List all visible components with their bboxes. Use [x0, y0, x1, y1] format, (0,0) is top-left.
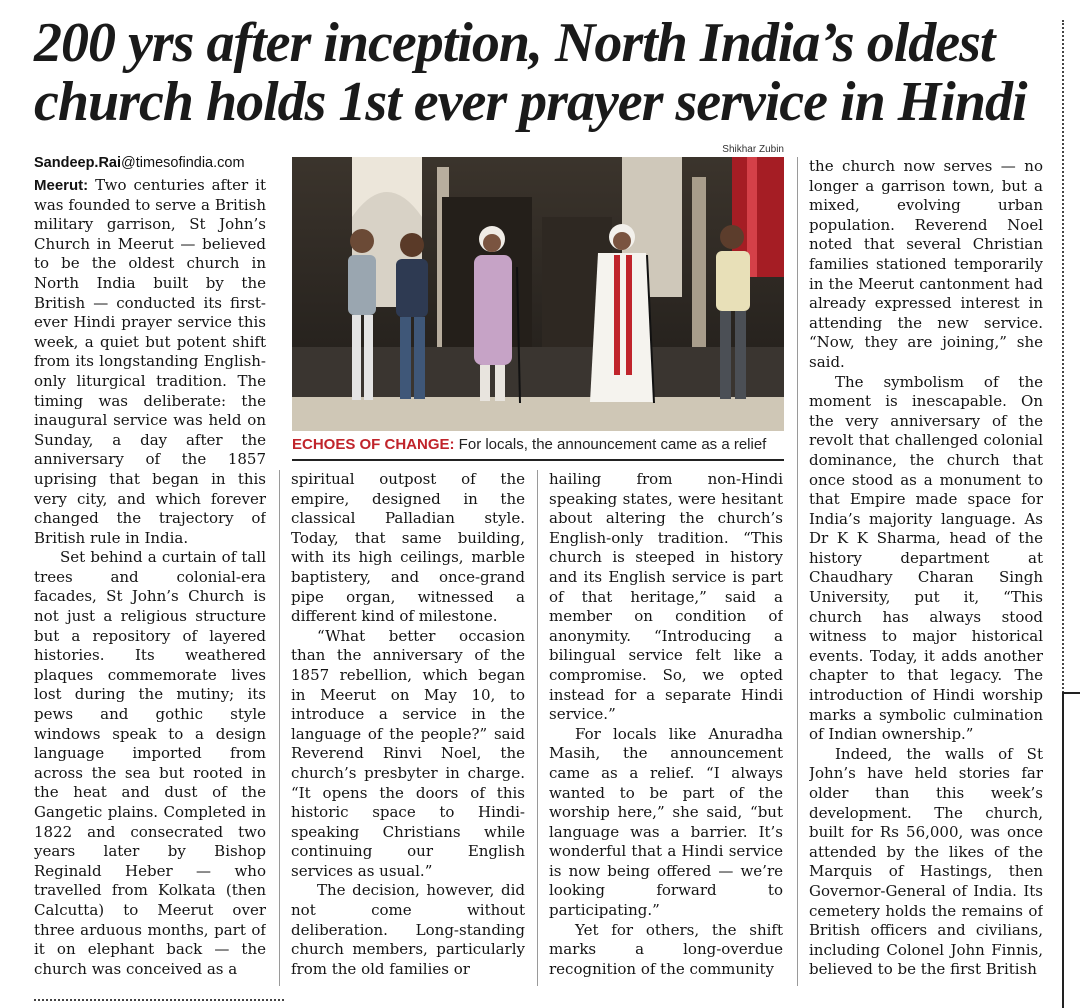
paragraph-1: Meerut: Two centuries after it was founded to serve a British military garrison, St John’s Church in Meerut — believed to be the oldest church in North India built by the British — conducted its first-ever Hindi prayer service this week, a quiet but potent shift from its longstanding English-only liturgical tradition. The timing was deliberate: the inaugural service was held on Sunday, a day after the anniversary of the 1857 uprising that began in this very city, and which forever changed the trajectory of British rule in India. — [34, 176, 266, 547]
paragraph-3: “What better occasion than the anniversary of the 1857 rebellion, which began in Meerut on May 10, to introduce a service in the language of the people?” said Reverend Rinvi Noel, the church’s presbyter in charge. “It opens the doors of this historic space to Hindi-speaking Christians while continuing our English services as usual.” — [291, 626, 525, 880]
paragraph-6: the church now serves — no longer a garrison town, but a mixed, evolving urban population. Reverend Noel noted that several Christian families stationed temporarily in the Meerut cantonment had already expressed interest in attending the new service. “Now, they are joining,” she said. — [809, 157, 1043, 371]
paragraph-7: The symbolism of the moment is inescapable. On the very anniversary of the revolt that challenged colonial dominance, the church that once stood as a monument to that Empire made space for India’s majority language. As Dr K K Sharma, head of the history department at Chaudhary Charan Singh University, put it, “This church has always stood witness to major historical events. Today, it adds another chapter to that legacy. The introduction of Hindi worship marks a symbolic culmination of Indian ownership.” — [809, 372, 1043, 744]
caption-rule — [292, 459, 784, 461]
caption-text: For locals, the announcement came as a relief — [454, 436, 767, 453]
article-column-4 — [809, 157, 1043, 987]
caption-lead: ECHOES OF CHANGE: — [292, 436, 455, 453]
paragraph-4: The decision, however, did not come without deliberation. Long-standing church members, particularly from the old families or — [291, 881, 525, 978]
paragraph-2: Set behind a curtain of tall trees and colonial-era facades, St John’s Church is not just a religious structure but a repository of layered histories. Its weathered plaques commemorate lives lost during the mutiny; its pews and gothic style windows speak to a design language imported from across the sea but rooted in the heat and dust of the Gangetic plains. Completed in 1822 and consecrated two years later by Bishop Reginald Heber — who travelled from Kolkata (then Calcutta) to Meerut over three arduous months, part of it on elephant back — the church was conceived as a — [34, 548, 266, 978]
headline-line-2: church holds 1st ever prayer service in Hindi — [34, 71, 1027, 133]
photo-caption — [292, 436, 784, 454]
paragraph-2: spiritual outpost of the empire, designed in the classical Palladian style. Today, that same building, with its high ceilings, marble baptistery, and once-grand pipe organ, witnessed a different kind of milestone. — [291, 470, 525, 626]
paragraph-5: For locals like Anuradha Masih, the announcement came as a relief. “I always wanted to be part of the worship here,” she said, “but language was a barrier. It’s wonderful that a Hindi service is now being offered — we’re looking forward to participating.” — [549, 724, 783, 920]
news-photo — [292, 157, 784, 431]
paragraph-6: Yet for others, the shift marks a long-overdue recognition of the community — [549, 920, 783, 978]
headline — [34, 14, 1049, 132]
column-divider — [797, 157, 798, 986]
article-column-1 — [34, 176, 266, 986]
article-column-3 — [549, 470, 783, 986]
column-divider — [537, 470, 538, 986]
byline — [34, 155, 245, 171]
paragraph-4: hailing from non-Hindi speaking states, were hesitant about altering the church’s English-only tradition. “This church is steeped in history and its English service is part of that heritage,” said a member on condition of anonymity. “Introducing a bilingual service felt like a compromise. So, we opted instead for a separate Hindi service.” — [549, 470, 783, 724]
photo-illustration — [292, 157, 784, 431]
article-column-2 — [291, 470, 525, 986]
adjacent-story-border — [1062, 692, 1080, 1008]
paragraph-8: Indeed, the walls of St John’s have held stories far older than this week’s development. The church, built for Rs 56,000, was once attended by the likes of the Marquis of Hastings, then Governor-General of India. Its cemetery holds the remains of British officers and civilians, including Colonel John Finnis, believed to be the first British — [809, 744, 1043, 979]
byline-domain: @timesofindia.com — [121, 155, 245, 171]
photo-credit: Shikhar Zubin — [722, 144, 784, 155]
column-divider — [279, 470, 280, 986]
headline-line-1: 200 yrs after inception, North India’s oldest — [34, 12, 995, 74]
dotted-bottom-border — [34, 999, 284, 1001]
byline-name: Sandeep.Rai — [34, 155, 122, 171]
